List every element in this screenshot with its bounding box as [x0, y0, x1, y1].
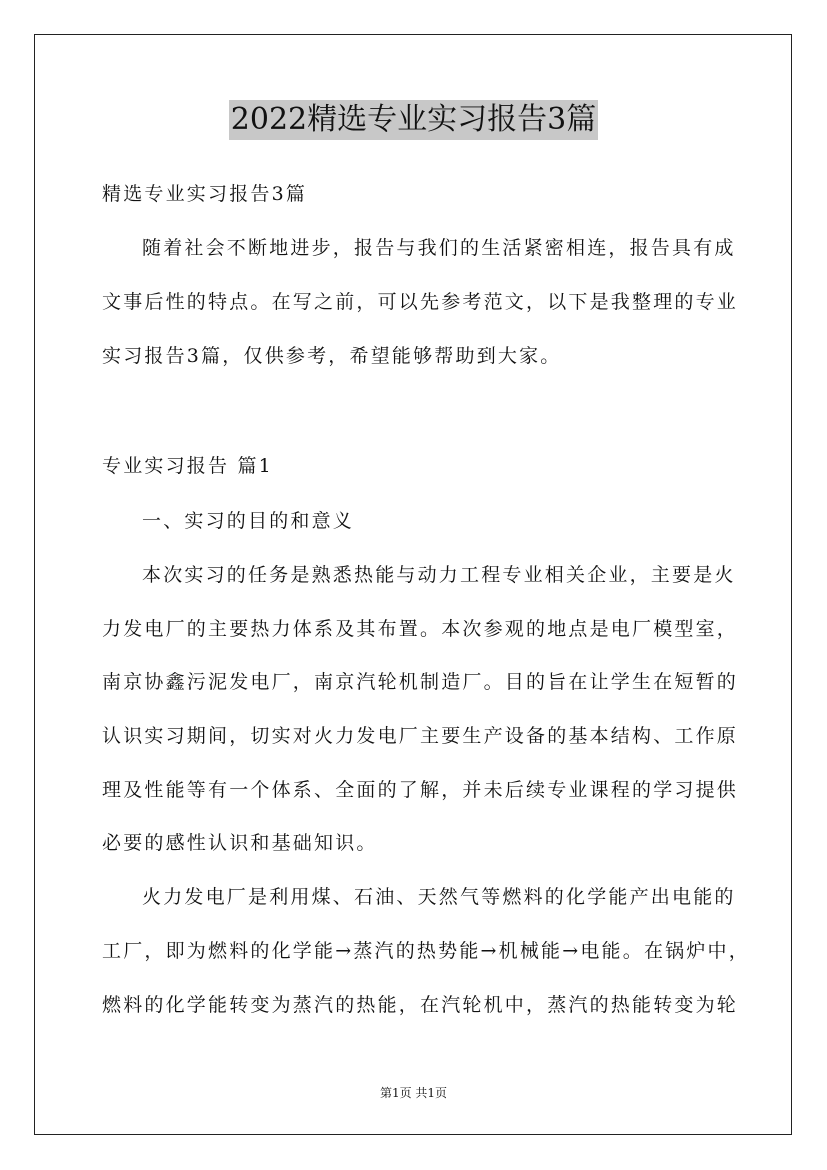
document-subtitle: 精选专业实习报告3篇	[102, 183, 308, 205]
paragraph-line: 理及性能等有一个体系、全面的了解，并未后续专业课程的学习提供	[102, 779, 739, 801]
intro-line: 随着社会不断地进步，报告与我们的生活紧密相连，报告具有成	[142, 237, 736, 259]
document-title: 2022精选专业实习报告3篇	[229, 100, 598, 140]
paragraph-line: 火力发电厂是利用煤、石油、天然气等燃料的化学能产出电能的	[142, 886, 736, 908]
paragraph-line: 工厂，即为燃料的化学能→蒸汽的热势能→机械能→电能。在锅炉中，	[102, 940, 750, 962]
paragraph-line: 本次实习的任务是熟悉热能与动力工程专业相关企业，主要是火	[142, 564, 736, 586]
paragraph-line: 力发电厂的主要热力体系及其布置。本次参观的地点是电厂模型室，	[102, 618, 739, 640]
intro-line: 文事后性的特点。在写之前，可以先参考范文，以下是我整理的专业	[102, 291, 739, 313]
subsection-heading: 一、实习的目的和意义	[142, 510, 355, 532]
intro-line: 实习报告3篇，仅供参考，希望能够帮助到大家。	[102, 345, 562, 367]
page-footer: 第1页 共1页	[379, 1086, 448, 1100]
title-container	[0, 100, 827, 140]
paragraph-line: 认识实习期间，切实对火力发电厂主要生产设备的基本结构、工作原	[102, 725, 739, 747]
section-heading: 专业实习报告 篇1	[102, 455, 273, 477]
paragraph-line: 燃料的化学能转变为蒸汽的热能，在汽轮机中，蒸汽的热能转变为轮	[102, 994, 739, 1016]
paragraph-line: 南京协鑫污泥发电厂，南京汽轮机制造厂。目的旨在让学生在短暂的	[102, 671, 739, 693]
paragraph-line: 必要的感性认识和基础知识。	[102, 832, 378, 854]
